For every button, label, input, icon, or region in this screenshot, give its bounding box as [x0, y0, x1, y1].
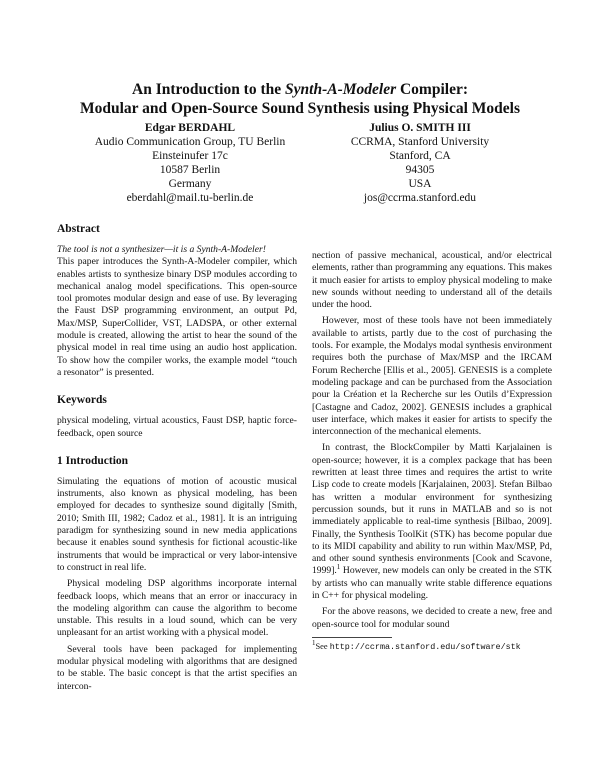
- author-country: USA: [408, 178, 432, 190]
- author-name: Edgar BERDAHL: [144, 122, 236, 134]
- abstract-epigraph: The tool is not a synthesizer—it is a Synth-A-Modeler!: [57, 244, 266, 255]
- author-affiliation: Audio Communication Group, TU Berlin: [94, 136, 286, 148]
- author-country: Germany: [168, 178, 212, 190]
- title-line1-after: Compiler:: [396, 81, 468, 98]
- footnote-url[interactable]: http://ccrma.stanford.edu/software/stk: [329, 641, 521, 652]
- author-block-1: [70, 121, 310, 205]
- keywords-heading: Keywords: [57, 394, 107, 407]
- abstract-body: This paper introduces the Synth-A-Modeler compiler, which enables artists to synthesize binary DSP modules according to mechanical analog model specifications. This open-source tool promotes modular design and ease of use. By leveraging the Faust DSP programming environment, an output Pd, Max/MSP, SuperCollider, VST, LADSPA, or other external module is created, allowing the artist to hear the sound of the physical model in real time using an audio host application. To show how the compiler works, the example model “touch a resonator” is presented.: [57, 256, 297, 378]
- footnote-prefix: See: [315, 641, 330, 651]
- author-city: 10587 Berlin: [159, 164, 221, 176]
- footnote-rule: [312, 637, 392, 638]
- right-paragraph-3-text: In contrast, the BlockCompiler by Matti Karjalainen is open-source; however, it is a complex package that has been rewritten at least three times and requires the artist to write Lisp code to create models [Karjalainen, 2003]. Stefan Bilbao has written a modular environment for synthesizing percussion sounds, but it runs in MATLAB and so is not immediately applicable to real-time synthesis [Bilbao, 2009]. Finally, the Synthesis ToolKit (STK) has become popular due to its MIDI capability and ability to run within Max/MSP, Pd, and other sound synthesis environments [Cook and Scavone, 1999].: [312, 442, 552, 577]
- title-line1-before: An Introduction to the: [132, 81, 286, 98]
- right-paragraph-3: [312, 442, 552, 602]
- footnote-number: 1: [312, 639, 316, 648]
- author-street: Stanford, CA: [389, 150, 451, 162]
- title-line2: Modular and Open-Source Sound Synthesis using Physical Models: [80, 100, 520, 117]
- left-column: [57, 222, 297, 697]
- title-line1-italic: Synth-A-Modeler: [285, 81, 397, 98]
- right-paragraph-1: nection of passive mechanical, acoustical, and/or electrical elements, rather than programming any equations. This makes it much easier for artists to employ physical modeling to make new sounds without needing to understand all of the details under the hood.: [312, 250, 552, 311]
- right-column: [312, 250, 552, 652]
- right-paragraph-2: However, most of these tools have not been immediately available to artists, partly due to the cost of purchasing the tools. For example, the Modalys modal synthesis environment requires both the purchase of Max/MSP and the IRCAM Forum Recherche [Ellis et al., 2005]. GENESIS is a complete modeling package and can be purchased from the Association pour la Création et la Recherche sur les Outils d’Expression [Castagne and Cadoz, 2002]. GENESIS includes a graphical user interface, which makes it easier for artists to specify the interconnection of the mechanical elements.: [312, 315, 552, 438]
- abstract-heading: Abstract: [57, 223, 100, 235]
- right-paragraph-4: For the above reasons, we decided to create a new, free and open-source tool for modular sound: [312, 606, 552, 630]
- paper-title: [40, 80, 560, 118]
- intro-paragraph-3: Several tools have been packaged for implementing modular physical modeling with algorithms that are designed to be stable. The basic concept is that the artist specifies an intercon-: [57, 643, 297, 692]
- footnote-marker: 1: [336, 563, 341, 572]
- author-email: jos@ccrma.stanford.edu: [363, 192, 477, 204]
- right-paragraph-3-after: However, new models can only be created in the STK by artists who can manually write stable difference equations in C++ for physical modeling.: [312, 565, 552, 602]
- author-city: 94305: [405, 164, 435, 176]
- introduction-heading: 1 Introduction: [57, 454, 129, 467]
- keywords-text: physical modeling, virtual acoustics, Faust DSP, haptic force-feedback, open source: [57, 415, 297, 439]
- footnote: [312, 639, 552, 652]
- author-affiliation: CCRMA, Stanford University: [350, 136, 490, 148]
- abstract-text: [57, 244, 297, 379]
- author-block-2: [300, 121, 540, 205]
- intro-paragraph-2: Physical modeling DSP algorithms incorporate internal feedback loops, which means that an error or inaccuracy in the modeling algorithm can cause the algorithm to become unstable. This results in a loud sound, which can be very unpleasant for an artist working with a physical model.: [57, 578, 297, 639]
- author-street: Einsteinufer 17c: [152, 150, 228, 162]
- author-name: Julius O. SMITH III: [369, 122, 471, 134]
- intro-paragraph-1: Simulating the equations of motion of acoustic musical instruments, also known as physical modeling, has been employed for decades to synthesize sound digitally [Smith, 2010; Smith III, 1982; Cadoz et al., 1981]. It is an intriguing paradigm for synthesizing sound in new media applications because it enables sound synthesis for fictional acoustic-like instruments that would be impractical or very labor-intensive to construct in real life.: [57, 475, 297, 573]
- author-email: eberdahl@mail.tu-berlin.de: [126, 192, 254, 204]
